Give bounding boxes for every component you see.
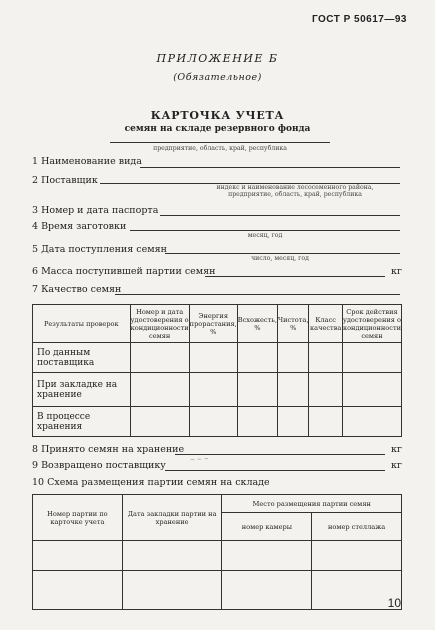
col-validity: Срок действия удостоверения о кондиционности семян xyxy=(342,305,401,343)
col-storage-date: Дата закладки партии на хранение xyxy=(122,495,222,541)
table-cell[interactable] xyxy=(309,373,343,407)
table-row xyxy=(33,571,402,610)
org-line[interactable] xyxy=(110,142,330,143)
col-chamber: номер камеры xyxy=(222,513,312,541)
field-returned-line[interactable] xyxy=(165,470,385,471)
field-passport-line[interactable] xyxy=(160,215,400,216)
table-cell[interactable] xyxy=(342,407,401,437)
field-species-line[interactable] xyxy=(140,167,400,168)
table-row xyxy=(33,373,402,407)
field-returned-unit: кг xyxy=(391,460,402,471)
table-cell[interactable] xyxy=(312,541,402,571)
table-cell[interactable] xyxy=(122,571,222,610)
field-arrival-label: 5 Дата поступления семян xyxy=(32,244,167,255)
col-checks: Результаты проверок xyxy=(33,305,131,343)
table-cell[interactable] xyxy=(130,373,189,407)
row-label: По данным поставщика xyxy=(33,343,131,373)
col-energy: Энергия прорастания, % xyxy=(189,305,237,343)
placement-table xyxy=(32,494,402,610)
org-caption: предприятие, область, край, республика xyxy=(153,145,287,152)
table-cell[interactable] xyxy=(189,373,237,407)
table-cell[interactable] xyxy=(33,571,123,610)
quality-table xyxy=(32,304,402,437)
field-harvest-line[interactable] xyxy=(130,230,400,231)
table-cell[interactable] xyxy=(189,343,237,373)
col-location-group: Место размещения партии семян xyxy=(222,495,402,513)
field-species-label: 1 Наименование вида xyxy=(32,156,142,167)
table-cell[interactable] xyxy=(237,407,277,437)
field-mass-label: 6 Масса поступившей партии семян xyxy=(32,266,216,277)
table-cell[interactable] xyxy=(130,343,189,373)
faint-stamp: ~ ~ ~ xyxy=(189,455,210,464)
table-cell[interactable] xyxy=(277,407,308,437)
field-quality-line[interactable] xyxy=(115,294,400,295)
field-accepted-label: 8 Принято семян на хранение xyxy=(32,444,185,455)
table-cell[interactable] xyxy=(237,373,277,407)
field-mass-line[interactable] xyxy=(205,276,385,277)
table-row xyxy=(33,343,402,373)
row-label: В процессе хранения xyxy=(33,407,131,437)
quality-table-header xyxy=(33,305,402,343)
field-mass-unit: кг xyxy=(391,266,402,277)
table-cell[interactable] xyxy=(222,541,312,571)
col-class: Класс качества xyxy=(309,305,343,343)
field-harvest-label: 4 Время заготовки xyxy=(32,221,127,232)
field-supplier-caption: индекс и наименование лесосеменного района, предприятие, область, край, республика xyxy=(216,184,374,198)
col-purity: Чистота, % xyxy=(277,305,308,343)
field-harvest-caption: месяц, год xyxy=(247,232,283,239)
field-arrival-caption: число, месяц, год xyxy=(251,255,309,262)
table-cell[interactable] xyxy=(222,571,312,610)
appendix-title: ПРИЛОЖЕНИЕ Б xyxy=(156,52,279,65)
field-passport-label: 3 Номер и дата паспорта xyxy=(32,205,159,216)
appendix-note: (Обязательное) xyxy=(173,72,262,83)
table-cell[interactable] xyxy=(130,407,189,437)
table-cell[interactable] xyxy=(122,541,222,571)
field-scheme-label: 10 Схема размещения партии семян на складе xyxy=(32,477,270,488)
page-number: 10 xyxy=(387,596,401,610)
field-accepted-unit: кг xyxy=(391,444,402,455)
col-certificate: Номер и дата удостоверения о кондиционности семян xyxy=(130,305,189,343)
field-arrival-line[interactable] xyxy=(165,253,400,254)
card-title: КАРТОЧКА УЧЕТА xyxy=(150,109,285,122)
col-germination: Всхожесть, % xyxy=(237,305,277,343)
table-cell[interactable] xyxy=(277,343,308,373)
table-cell[interactable] xyxy=(342,343,401,373)
table-cell[interactable] xyxy=(33,541,123,571)
table-cell[interactable] xyxy=(309,407,343,437)
table-cell[interactable] xyxy=(189,407,237,437)
field-supplier-label: 2 Поставщик xyxy=(32,175,98,186)
col-rack: номер стеллажа xyxy=(312,513,402,541)
col-batch-number: Номер партии по карточке учета xyxy=(33,495,123,541)
card-subtitle: семян на складе резервного фонда xyxy=(124,124,311,134)
row-label: При закладке на хранение xyxy=(33,373,131,407)
table-cell[interactable] xyxy=(342,373,401,407)
field-returned-label: 9 Возвращено поставщику xyxy=(32,460,166,471)
table-cell[interactable] xyxy=(277,373,308,407)
table-row xyxy=(33,541,402,571)
table-cell[interactable] xyxy=(309,343,343,373)
table-cell[interactable] xyxy=(237,343,277,373)
field-quality-label: 7 Качество семян xyxy=(32,284,122,295)
standard-header: ГОСТ Р 50617—93 xyxy=(311,14,407,25)
table-row xyxy=(33,407,402,437)
